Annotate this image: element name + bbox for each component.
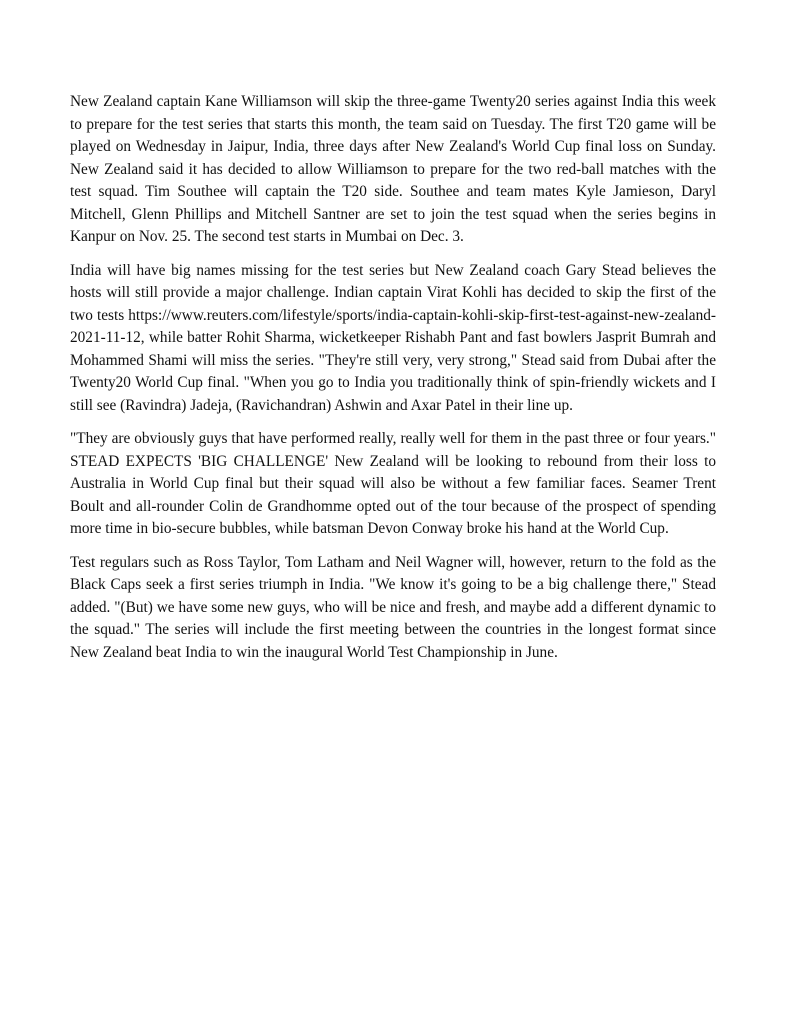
paragraph-1: New Zealand captain Kane Williamson will skip the three-game Twenty20 series against India this week to prepare for the test series that starts this month, the team said on Tuesday. The first T20 game will be played on Wednesday in Jaipur, India, three days after New Zealand's World Cup final loss on Sunday. New Zealand said it has decided to allow Williamson to prepare for the two red-ball matches with the test squad. Tim Southee will captain the T20 side. Southee and team mates Kyle Jamieson, Daryl Mitchell, Glenn Phillips and Mitchell Santner are set to join the test squad when the series begins in Kanpur on Nov. 25. The second test starts in Mumbai on Dec. 3.: [70, 93, 716, 245]
paragraph-3: "They are obviously guys that have performed really, really well for them in the past three or four years." STEAD EXPECTS 'BIG CHALLENGE' New Zealand will be looking to rebound from their loss to Australia in World Cup final but their squad will also be without a few familiar faces. Seamer Trent Boult and all-rounder Colin de Grandhomme opted out of the tour because of the prospect of spending more time in bio-secure bubbles, while batsman Devon Conway broke his hand at the World Cup.: [70, 430, 716, 537]
paragraph-4: Test regulars such as Ross Taylor, Tom Latham and Neil Wagner will, however, return to the fold as the Black Caps seek a first series triumph in India. "We know it's going to be a big challenge there," Stead added. "(But) we have some new guys, who will be nice and fresh, and maybe add a different dynamic to the squad." The series will include the first meeting between the countries in the longest format since New Zealand beat India to win the inaugural World Test Championship in June.: [70, 553, 716, 661]
paragraph-2: India will have big names missing for the test series but New Zealand coach Gary Stead believes the hosts will still provide a major challenge. Indian captain Virat Kohli has decided to skip the first of the two tests https://www.reuters.com/lifestyle/sports/india-captain-kohli-skip-first-test-against-new-zealand-2021-11-12, while batter Rohit Sharma, wicketkeeper Rishabh Pant and fast bowlers Jasprit Bumrah and Mohammed Shami will miss the series. "They're still very, very strong," Stead said from Dubai after the Twenty20 World Cup final. "When you go to India you traditionally think of spin-friendly wickets and I still see (Ravindra) Jadeja, (Ravichandran) Ashwin and Axar Patel in their line up.: [70, 261, 716, 414]
article-body: [70, 91, 716, 675]
